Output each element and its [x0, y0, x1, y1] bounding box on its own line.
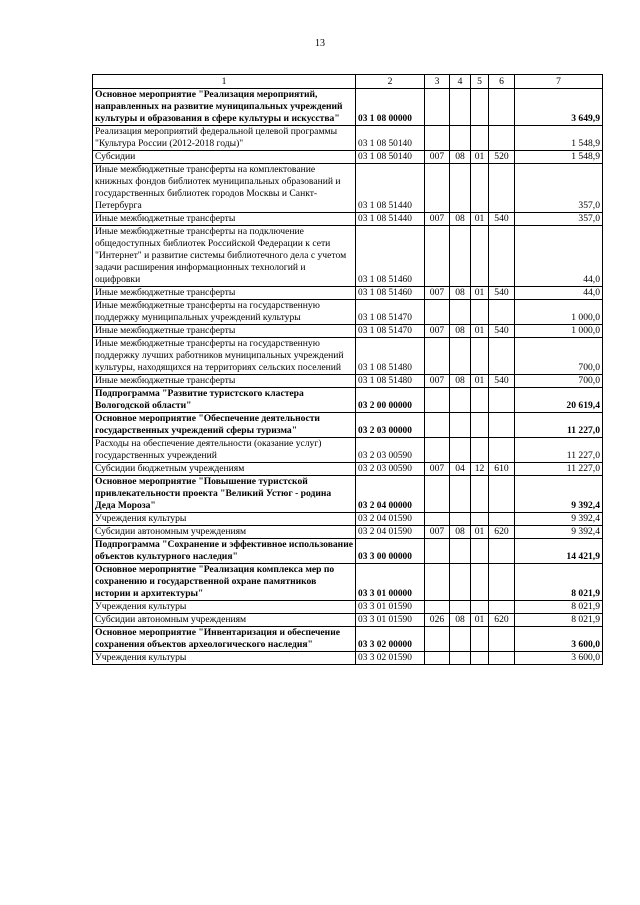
row-amount-cell: 8 021,9	[515, 614, 603, 627]
row-subsection-cell	[471, 164, 489, 213]
row-type-cell	[489, 438, 515, 463]
row-name-cell: Иные межбюджетные трансферты	[93, 287, 356, 300]
row-amount-cell: 3 649,9	[515, 89, 603, 126]
row-vr-cell	[425, 564, 450, 601]
row-name-cell: Субсидии бюджетным учреждениям	[93, 463, 356, 476]
row-subsection-cell	[471, 438, 489, 463]
row-subsection-cell: 01	[471, 375, 489, 388]
row-vr-cell	[425, 513, 450, 526]
row-section-cell: 04	[450, 463, 471, 476]
row-section-cell	[450, 388, 471, 413]
row-subsection-cell	[471, 476, 489, 513]
row-vr-cell	[425, 539, 450, 564]
row-code-cell: 03 1 08 51470	[356, 300, 425, 325]
row-code-cell: 03 1 08 51460	[356, 287, 425, 300]
row-name-cell: Субсидии автономным учреждениям	[93, 614, 356, 627]
row-type-cell: 540	[489, 375, 515, 388]
row-amount-cell: 1 000,0	[515, 325, 603, 338]
row-type-cell: 540	[489, 287, 515, 300]
row-amount-cell: 1 000,0	[515, 300, 603, 325]
table-row	[93, 413, 603, 438]
row-vr-cell	[425, 338, 450, 375]
row-code-cell: 03 1 08 51470	[356, 325, 425, 338]
row-vr-cell	[425, 300, 450, 325]
row-type-cell	[489, 652, 515, 665]
row-name-cell: Иные межбюджетные трансферты	[93, 213, 356, 226]
table-row	[93, 438, 603, 463]
header-cell: 6	[489, 75, 515, 89]
row-subsection-cell: 01	[471, 325, 489, 338]
row-code-cell: 03 2 03 00590	[356, 438, 425, 463]
table-row	[93, 388, 603, 413]
row-section-cell	[450, 89, 471, 126]
row-name-cell: Основное мероприятие "Реализация комплекса мер по сохранению и государственной охране памятников истории и архитектуры"	[93, 564, 356, 601]
row-vr-cell: 007	[425, 325, 450, 338]
row-amount-cell: 20 619,4	[515, 388, 603, 413]
row-type-cell: 620	[489, 526, 515, 539]
row-section-cell: 08	[450, 614, 471, 627]
row-code-cell: 03 3 02 01590	[356, 652, 425, 665]
table-row	[93, 614, 603, 627]
row-code-cell: 03 2 03 00590	[356, 463, 425, 476]
row-type-cell	[489, 89, 515, 126]
row-section-cell: 08	[450, 375, 471, 388]
row-subsection-cell	[471, 513, 489, 526]
row-code-cell: 03 2 04 00000	[356, 476, 425, 513]
row-vr-cell	[425, 413, 450, 438]
row-amount-cell: 11 227,0	[515, 413, 603, 438]
budget-table	[92, 74, 603, 665]
row-vr-cell: 007	[425, 287, 450, 300]
row-code-cell: 03 2 03 00000	[356, 413, 425, 438]
row-code-cell: 03 2 04 01590	[356, 526, 425, 539]
page-number: 13	[315, 38, 325, 49]
row-subsection-cell	[471, 601, 489, 614]
table-row	[93, 463, 603, 476]
row-subsection-cell	[471, 539, 489, 564]
row-code-cell: 03 1 08 50140	[356, 126, 425, 151]
row-vr-cell	[425, 226, 450, 287]
row-type-cell	[489, 226, 515, 287]
row-section-cell	[450, 539, 471, 564]
row-type-cell	[489, 601, 515, 614]
row-code-cell: 03 2 04 01590	[356, 513, 425, 526]
row-amount-cell: 3 600,0	[515, 652, 603, 665]
table-row	[93, 126, 603, 151]
row-name-cell: Иные межбюджетные трансферты на комплектование книжных фондов библиотек муниципальных образований и государственных библиотек городов Москвы и Санкт-Петербурга	[93, 164, 356, 213]
header-cell: 2	[356, 75, 425, 89]
row-code-cell: 03 1 08 51440	[356, 213, 425, 226]
row-vr-cell	[425, 627, 450, 652]
row-section-cell	[450, 413, 471, 438]
row-name-cell: Иные межбюджетные трансферты на государственную поддержку лучших работников муниципальных учреждений культуры, находящихся на территориях сельских поселений	[93, 338, 356, 375]
row-name-cell: Учреждения культуры	[93, 513, 356, 526]
row-amount-cell: 357,0	[515, 164, 603, 213]
row-code-cell: 03 1 08 51440	[356, 164, 425, 213]
row-subsection-cell: 01	[471, 287, 489, 300]
row-code-cell: 03 1 08 51480	[356, 338, 425, 375]
row-code-cell: 03 3 01 00000	[356, 564, 425, 601]
row-type-cell	[489, 513, 515, 526]
row-vr-cell	[425, 438, 450, 463]
row-section-cell	[450, 164, 471, 213]
row-subsection-cell: 01	[471, 151, 489, 164]
row-name-cell: Субсидии	[93, 151, 356, 164]
row-section-cell	[450, 513, 471, 526]
row-subsection-cell	[471, 413, 489, 438]
row-code-cell: 03 2 00 00000	[356, 388, 425, 413]
row-vr-cell	[425, 388, 450, 413]
row-name-cell: Основное мероприятие "Повышение туристской привлекательности проекта "Великий Устюг - родина Деда Мороза"	[93, 476, 356, 513]
row-subsection-cell	[471, 89, 489, 126]
row-type-cell	[489, 539, 515, 564]
table-row	[93, 338, 603, 375]
header-cell: 7	[515, 75, 603, 89]
row-amount-cell: 14 421,9	[515, 539, 603, 564]
row-name-cell: Основное мероприятие "Обеспечение деятельности государственных учреждений сферы туризма"	[93, 413, 356, 438]
row-amount-cell: 1 548,9	[515, 151, 603, 164]
row-subsection-cell	[471, 226, 489, 287]
row-subsection-cell: 01	[471, 614, 489, 627]
table-row	[93, 539, 603, 564]
row-vr-cell: 026	[425, 614, 450, 627]
row-section-cell: 08	[450, 287, 471, 300]
table-row	[93, 601, 603, 614]
row-section-cell	[450, 564, 471, 601]
row-name-cell: Расходы на обеспечение деятельности (оказание услуг) государственных учреждений	[93, 438, 356, 463]
table-row	[93, 325, 603, 338]
row-name-cell: Иные межбюджетные трансферты на государственную поддержку муниципальных учреждений культуры	[93, 300, 356, 325]
row-amount-cell: 357,0	[515, 213, 603, 226]
row-type-cell	[489, 126, 515, 151]
row-name-cell: Учреждения культуры	[93, 652, 356, 665]
table-row	[93, 513, 603, 526]
row-section-cell: 08	[450, 526, 471, 539]
header-cell: 4	[450, 75, 471, 89]
row-amount-cell: 11 227,0	[515, 438, 603, 463]
row-name-cell: Субсидии автономным учреждениям	[93, 526, 356, 539]
row-code-cell: 03 3 01 01590	[356, 614, 425, 627]
table-row	[93, 564, 603, 601]
row-vr-cell	[425, 89, 450, 126]
row-vr-cell: 007	[425, 526, 450, 539]
row-amount-cell: 8 021,9	[515, 564, 603, 601]
row-subsection-cell: 01	[471, 526, 489, 539]
row-section-cell	[450, 226, 471, 287]
row-type-cell	[489, 164, 515, 213]
row-amount-cell: 1 548,9	[515, 126, 603, 151]
row-section-cell	[450, 438, 471, 463]
row-type-cell	[489, 476, 515, 513]
row-code-cell: 03 1 08 51460	[356, 226, 425, 287]
table-row	[93, 476, 603, 513]
table-row	[93, 226, 603, 287]
row-type-cell	[489, 388, 515, 413]
row-vr-cell: 007	[425, 463, 450, 476]
table-row	[93, 375, 603, 388]
row-section-cell	[450, 476, 471, 513]
row-vr-cell	[425, 476, 450, 513]
row-subsection-cell	[471, 300, 489, 325]
row-subsection-cell	[471, 388, 489, 413]
row-amount-cell: 700,0	[515, 375, 603, 388]
row-subsection-cell	[471, 652, 489, 665]
row-code-cell: 03 1 08 50140	[356, 151, 425, 164]
row-subsection-cell: 12	[471, 463, 489, 476]
row-section-cell	[450, 601, 471, 614]
row-name-cell: Подпрограмма "Сохранение и эффективное использование объектов культурного наследия"	[93, 539, 356, 564]
header-row	[93, 75, 603, 89]
table-row	[93, 213, 603, 226]
row-name-cell: Иные межбюджетные трансферты на подключение общедоступных библиотек Российской Федерации к сети "Интернет" и развитие системы библиотечного дела с учетом задачи расширения информационных технологий и оцифровки	[93, 226, 356, 287]
row-amount-cell: 9 392,4	[515, 476, 603, 513]
header-cell: 5	[471, 75, 489, 89]
row-type-cell: 540	[489, 213, 515, 226]
row-name-cell: Подпрограмма "Развитие туристского кластера Вологодской области"	[93, 388, 356, 413]
row-type-cell: 610	[489, 463, 515, 476]
row-type-cell	[489, 300, 515, 325]
header-cell: 1	[93, 75, 356, 89]
row-section-cell	[450, 338, 471, 375]
row-amount-cell: 44,0	[515, 287, 603, 300]
row-code-cell: 03 3 00 00000	[356, 539, 425, 564]
row-vr-cell	[425, 164, 450, 213]
row-name-cell: Иные межбюджетные трансферты	[93, 325, 356, 338]
row-amount-cell: 9 392,4	[515, 513, 603, 526]
row-subsection-cell	[471, 126, 489, 151]
row-vr-cell: 007	[425, 151, 450, 164]
row-name-cell: Иные межбюджетные трансферты	[93, 375, 356, 388]
row-code-cell: 03 3 01 01590	[356, 601, 425, 614]
table-row	[93, 89, 603, 126]
row-type-cell	[489, 413, 515, 438]
row-section-cell	[450, 300, 471, 325]
header-cell: 3	[425, 75, 450, 89]
row-subsection-cell	[471, 627, 489, 652]
row-type-cell	[489, 564, 515, 601]
row-vr-cell	[425, 601, 450, 614]
row-type-cell	[489, 627, 515, 652]
table-row	[93, 151, 603, 164]
table-row	[93, 300, 603, 325]
table-row	[93, 164, 603, 213]
row-section-cell	[450, 627, 471, 652]
row-type-cell: 540	[489, 325, 515, 338]
row-name-cell: Основное мероприятие "Инвентаризация и обеспечение сохранения объектов археологического наследия"	[93, 627, 356, 652]
row-subsection-cell: 01	[471, 213, 489, 226]
row-section-cell: 08	[450, 325, 471, 338]
row-code-cell: 03 1 08 00000	[356, 89, 425, 126]
row-type-cell: 520	[489, 151, 515, 164]
row-name-cell: Реализация мероприятий федеральной целевой программы "Культура России (2012-2018 годы)"	[93, 126, 356, 151]
row-section-cell: 08	[450, 151, 471, 164]
row-subsection-cell	[471, 564, 489, 601]
row-name-cell: Учреждения культуры	[93, 601, 356, 614]
row-name-cell: Основное мероприятие "Реализация мероприятий, направленных на развитие муниципальных учреждений культуры и образования в сфере культуры и искусства"	[93, 89, 356, 126]
row-section-cell: 08	[450, 213, 471, 226]
row-section-cell	[450, 652, 471, 665]
row-amount-cell: 9 392,4	[515, 526, 603, 539]
row-amount-cell: 44,0	[515, 226, 603, 287]
row-vr-cell: 007	[425, 213, 450, 226]
row-vr-cell: 007	[425, 375, 450, 388]
row-amount-cell: 11 227,0	[515, 463, 603, 476]
table-row	[93, 627, 603, 652]
row-type-cell: 620	[489, 614, 515, 627]
row-amount-cell: 8 021,9	[515, 601, 603, 614]
row-amount-cell: 3 600,0	[515, 627, 603, 652]
row-vr-cell	[425, 126, 450, 151]
table-row	[93, 652, 603, 665]
row-type-cell	[489, 338, 515, 375]
table-row	[93, 287, 603, 300]
row-vr-cell	[425, 652, 450, 665]
table-row	[93, 526, 603, 539]
row-code-cell: 03 3 02 00000	[356, 627, 425, 652]
row-code-cell: 03 1 08 51480	[356, 375, 425, 388]
row-section-cell	[450, 126, 471, 151]
row-subsection-cell	[471, 338, 489, 375]
table-body	[93, 89, 603, 665]
row-amount-cell: 700,0	[515, 338, 603, 375]
